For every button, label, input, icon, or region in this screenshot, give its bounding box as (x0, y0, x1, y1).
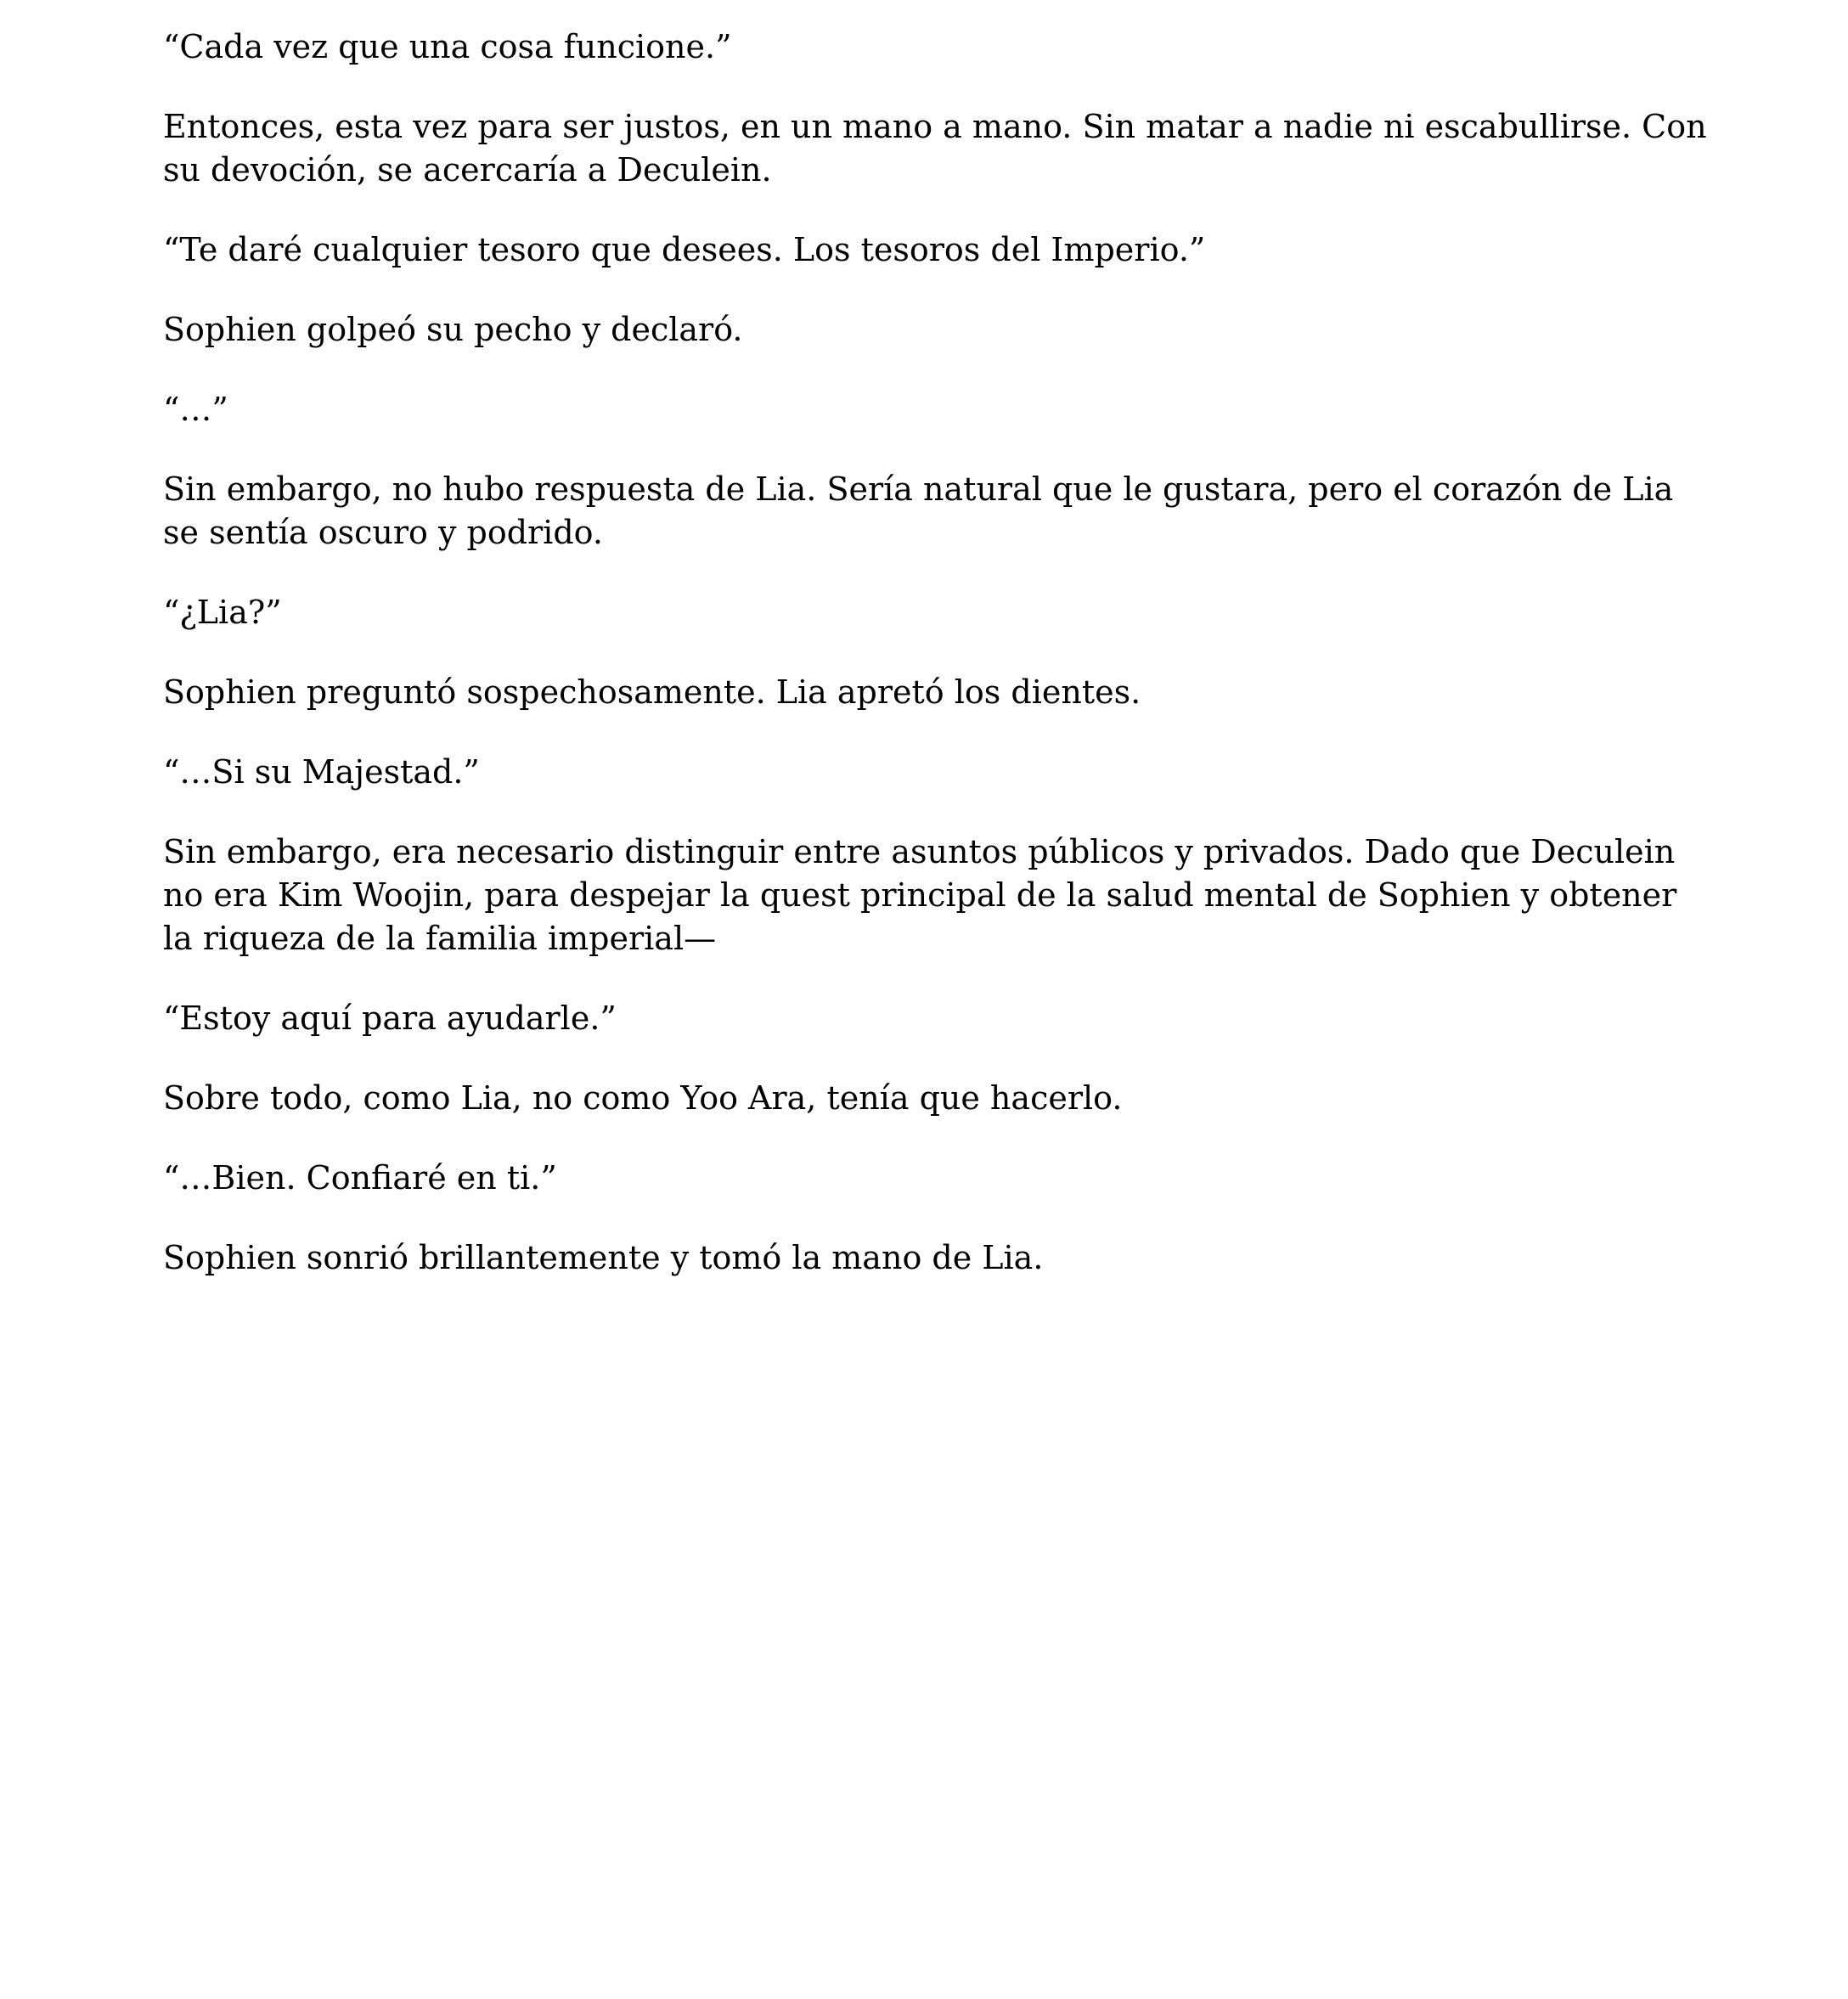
paragraph: “¿Lia?” (163, 594, 282, 631)
paragraph: “Estoy aquí para ayudarle.” (163, 1000, 617, 1037)
paragraph: Sophien preguntó sospechosamente. Lia apretó los dientes. (163, 673, 1141, 711)
paragraph: “Te daré cualquier tesoro que desees. Los tesoros del Imperio.” (163, 231, 1206, 268)
paragraph: Entonces, esta vez para ser justos, en un mano a mano. Sin matar a nadie ni escabullirse. Con su devoción, se acercaría a Deculein. (163, 108, 1707, 189)
paragraph: Sophien sonrió brillantemente y tomó la mano de Lia. (163, 1239, 1044, 1276)
paragraph: Sobre todo, como Lia, no como Yoo Ara, tenía que hacerlo. (163, 1079, 1123, 1117)
paragraph: “…” (163, 391, 228, 428)
document-body (163, 25, 1709, 1316)
paragraph: Sophien golpeó su pecho y declaró. (163, 311, 743, 348)
paragraph: “Cada vez que una cosa funcione.” (163, 28, 732, 65)
paragraph: Sin embargo, no hubo respuesta de Lia. Sería natural que le gustara, pero el corazón de Lia se sentía oscuro y podrido. (163, 470, 1674, 551)
paragraph: “…Si su Majestad.” (163, 753, 480, 791)
paragraph: “…Bien. Confiaré en ti.” (163, 1159, 557, 1197)
paragraph: Sin embargo, era necesario distinguir entre asuntos públicos y privados. Dado que Deculein no era Kim Woojin, para despejar la quest principal de la salud mental de Sophien y obtener la riqueza de la familia imperial— (163, 833, 1677, 957)
